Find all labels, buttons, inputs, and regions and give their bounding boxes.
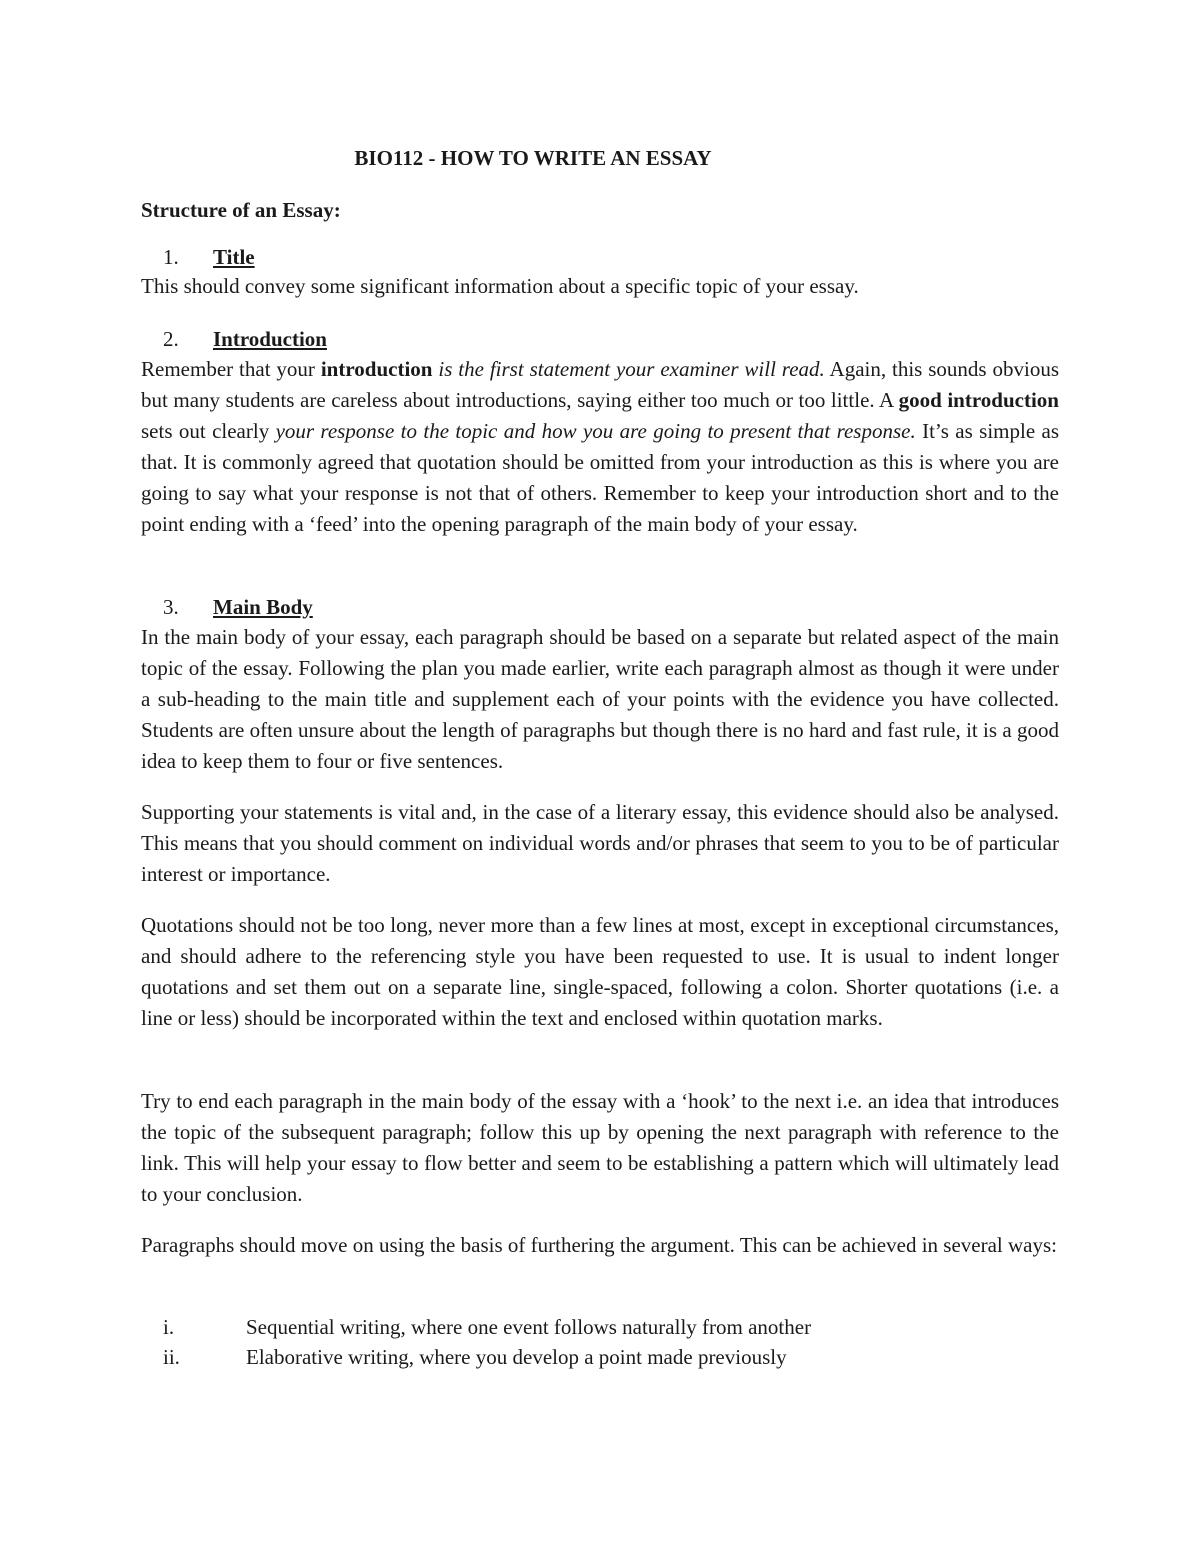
section-number: 1.	[163, 245, 179, 269]
list-numeral: ii.	[163, 1345, 180, 1369]
list-text: Elaborative writing, where you develop a point made previously	[246, 1345, 787, 1369]
bold-term: good introduction	[898, 388, 1059, 412]
section-3-heading	[163, 593, 313, 621]
italic-phrase: is the first statement your examiner will read.	[432, 357, 825, 381]
list-item	[163, 1342, 787, 1373]
text-run: It’s as simple as that. It is commonly agreed that quotation should be omitted from your introduction as this is where you are going to say what your response is not that of others. Remember to keep your introduction short and to the point ending with a ‘feed’ into the opening paragraph of the main body of your essay.	[141, 419, 1059, 536]
paragraph-quotations: Quotations should not be too long, never more than a few lines at most, except in exceptional circumstances, and should adhere to the referencing style you have been requested to use. It is usual to indent longer quotations and set them out on a separate line, single-spaced, following a colon. Shorter quotations (i.e. a line or less) should be incorporated within the text and enclosed within quotation marks.	[141, 913, 1059, 1030]
paragraph-argument: Paragraphs should move on using the basis of furthering the argument. This can be achieved in several ways:	[141, 1233, 1057, 1257]
text-run: sets out clearly	[141, 419, 276, 443]
section-2-text	[141, 354, 1059, 540]
section-3-text: In the main body of your essay, each paragraph should be based on a separate but related aspect of the main topic of the essay. Following the plan you made earlier, write each paragraph almost as though it were under a sub-heading to the main title and supplement each of your points with the evidence you have collected. Students are often unsure about the length of paragraphs but though there is no hard and fast rule, it is a good idea to keep them to four or five sentences.	[141, 625, 1059, 773]
section-title: Title	[213, 245, 255, 269]
paragraph-hook: Try to end each paragraph in the main body of the essay with a ‘hook’ to the next i.e. an idea that introduces the topic of the subsequent paragraph; follow this up by opening the next paragraph with reference to the link. This will help your essay to flow better and seem to be establishing a pattern which will ultimately lead to your conclusion.	[141, 1089, 1059, 1206]
text-run: Again, this sounds obvious but many students are careless about introductions, saying either too much or too little. A	[141, 357, 1059, 412]
paragraph-supporting: Supporting your statements is vital and, in the case of a literary essay, this evidence should also be analysed. This means that you should comment on individual words and/or phrases that seem to you to be of particular interest or importance.	[141, 800, 1059, 886]
document-title: BIO112 - HOW TO WRITE AN ESSAY	[354, 146, 712, 170]
section-number: 2.	[163, 327, 179, 351]
structure-heading: Structure of an Essay:	[141, 198, 341, 222]
list-item	[163, 1312, 811, 1343]
section-1-text: This should convey some significant information about a specific topic of your essay.	[141, 274, 859, 298]
list-text: Sequential writing, where one event follows naturally from another	[246, 1315, 812, 1339]
section-title: Introduction	[213, 327, 327, 351]
italic-phrase: your response to the topic and how you are going to present that response.	[275, 419, 916, 443]
section-title: Main Body	[213, 595, 313, 619]
bold-term: introduction	[320, 357, 433, 381]
text-run: Remember that your	[141, 357, 321, 381]
section-number: 3.	[163, 595, 179, 619]
section-2-heading	[163, 325, 327, 353]
list-numeral: i.	[163, 1315, 175, 1339]
section-1-heading	[163, 243, 255, 271]
